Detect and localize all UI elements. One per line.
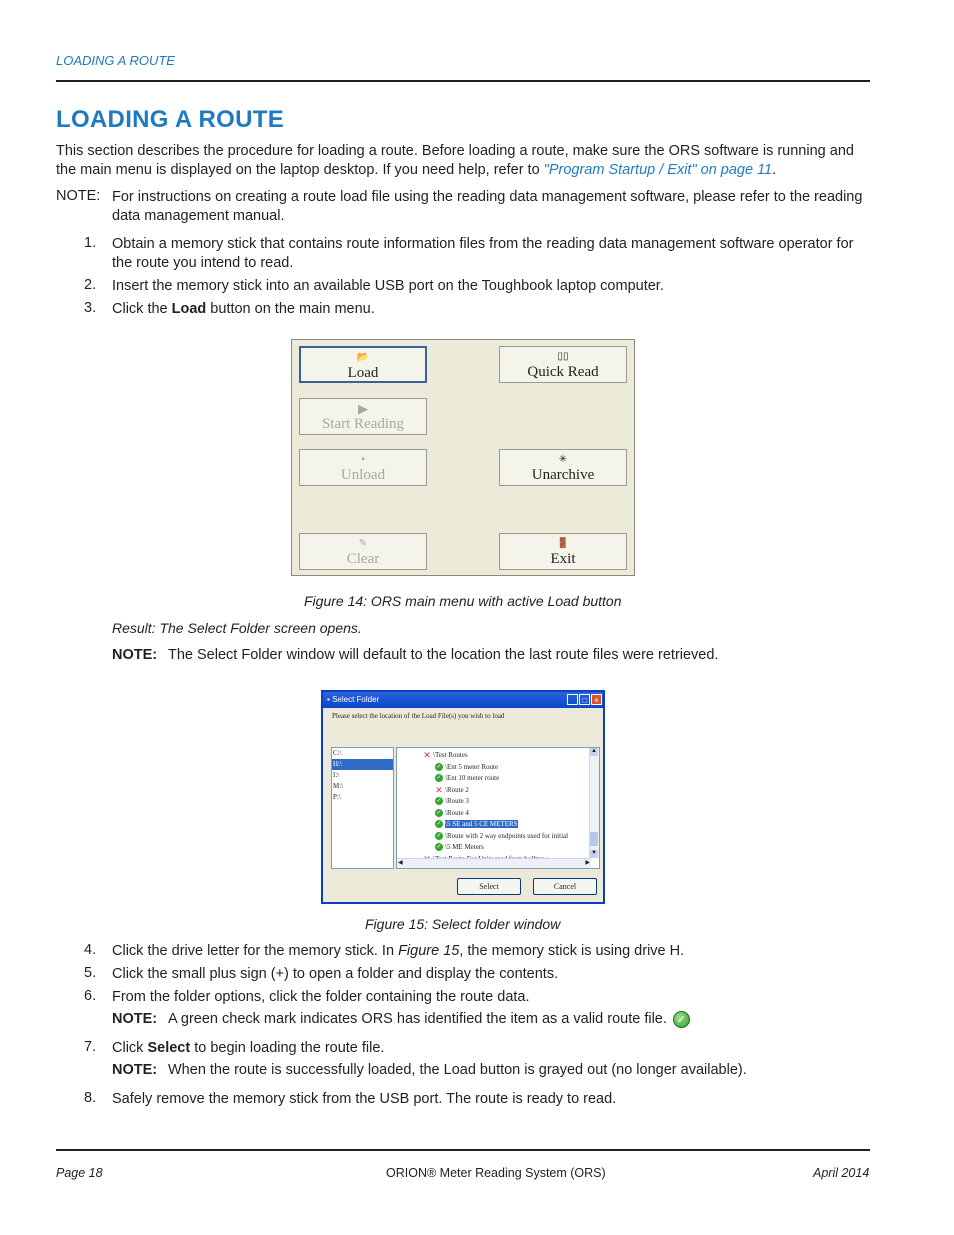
cancel-button[interactable]: Cancel (533, 878, 597, 895)
tree-item-label: \5 ME Meters (445, 843, 484, 851)
maximize-icon[interactable]: □ (579, 694, 590, 705)
drive-item[interactable]: H:\ (332, 759, 393, 770)
scroll-right-icon[interactable]: ▶ (585, 860, 590, 866)
intro-end: . (772, 162, 777, 178)
title-bar (323, 692, 603, 708)
tree-item[interactable] (435, 796, 469, 807)
vertical-scrollbar[interactable] (589, 748, 599, 858)
save-disk-icon: ▪ (361, 454, 365, 465)
scroll-left-icon[interactable]: ◀ (398, 860, 403, 866)
unload-label: Unload (340, 467, 386, 483)
step-text-part: Click the (112, 301, 172, 317)
note-text: For instructions on creating a route load file using the reading data management software, please refer to the reading data management manual. (112, 189, 863, 224)
step-text: Click the small plus sign (+) to open a folder and display the contents. (112, 966, 559, 982)
window-title: Select Folder (332, 695, 380, 704)
open-folder-icon: 📂 (356, 352, 370, 363)
page-number: Page 18 (56, 1166, 103, 1180)
tree-item[interactable] (435, 773, 499, 784)
load-label: Load (347, 365, 379, 381)
valid-check-icon: ✓ (436, 775, 442, 782)
tree-item-label: \Ent 10 meter route (445, 774, 500, 782)
step-number: 5. (84, 965, 97, 981)
green-check-icon: ✓ (673, 1011, 690, 1028)
unarchive-label: Unarchive (531, 467, 595, 483)
step-text (112, 1039, 872, 1058)
footer-date: April 2014 (813, 1166, 870, 1180)
tree-item[interactable] (435, 785, 469, 796)
select-folder-dialog (321, 690, 605, 904)
intro-paragraph (56, 142, 866, 180)
window-icon: ▪ (327, 695, 330, 704)
ors-main-menu (291, 339, 635, 576)
figure-caption: Figure 15: Select folder window (365, 916, 561, 932)
tree-item-label: \Test Routes (433, 751, 468, 759)
tree-item[interactable] (435, 831, 568, 842)
minimize-icon[interactable]: _ (567, 694, 578, 705)
clear-label: Clear (346, 551, 380, 567)
quick-read-label: Quick Read (527, 364, 599, 380)
note-label: NOTE: (112, 647, 158, 663)
clear-button[interactable] (299, 533, 427, 570)
footer-rule (56, 1149, 870, 1151)
note-text: The Select Folder window will default to the location the last route files were retrieved. (168, 647, 719, 663)
valid-check-icon: ✓ (436, 832, 442, 839)
note-text (168, 1011, 690, 1028)
start-reading-button[interactable] (299, 398, 427, 435)
step-number: 2. (84, 277, 97, 293)
tree-item-label: \Route with 2 way endpoints used for initial (445, 831, 569, 840)
tree-item[interactable] (435, 808, 469, 819)
quick-read-icon: ▯▯ (557, 351, 569, 362)
exit-button[interactable] (499, 533, 627, 570)
step-number: 1. (84, 235, 97, 251)
tree-item-label: \5 SE and 5 CE METERS (445, 820, 518, 828)
header-rule (56, 80, 870, 82)
drive-item[interactable]: I:\ (333, 771, 340, 779)
step-number: 8. (84, 1090, 97, 1106)
step-text: From the folder options, click the folder containing the route data. (112, 989, 530, 1005)
program-startup-link[interactable]: "Program Startup / Exit" on page 11 (543, 162, 773, 178)
valid-check-icon: ✓ (436, 844, 442, 851)
load-button[interactable] (299, 346, 427, 383)
step-text-part: button on the main menu. (206, 301, 375, 317)
scroll-down-icon[interactable]: ▼ (591, 850, 597, 856)
valid-check-icon: ✓ (436, 821, 442, 828)
horizontal-scrollbar[interactable] (397, 858, 591, 868)
close-icon[interactable]: × (591, 694, 602, 705)
figure-caption: Figure 14: ORS main menu with active Load button (304, 593, 622, 609)
tree-item-label: \Route 2 (445, 785, 469, 794)
step-number: 7. (84, 1039, 97, 1055)
step-text-part: Click the drive letter for the memory stick. In (112, 943, 399, 959)
start-reading-label: Start Reading (321, 416, 405, 432)
drive-list[interactable] (331, 747, 394, 869)
step-text-part: , the memory stick is using drive H. (459, 943, 685, 959)
figure-reference: Figure 15 (398, 943, 460, 959)
select-button[interactable]: Select (457, 878, 521, 895)
step-text: Obtain a memory stick that contains route information files from the reading data management software operator for the route you intend to read. (112, 236, 854, 271)
tree-item[interactable] (435, 819, 518, 830)
tree-item[interactable] (435, 762, 498, 773)
valid-check-icon: ✓ (436, 763, 442, 770)
invalid-x-icon: ✕ (423, 750, 431, 761)
result-text: Result: The Select Folder screen opens. (112, 620, 362, 636)
note-label: NOTE: (112, 1062, 158, 1078)
exit-label: Exit (550, 551, 576, 567)
scroll-up-icon[interactable]: ▲ (591, 748, 597, 754)
eraser-icon: ✎ (358, 538, 368, 549)
scroll-thumb[interactable] (590, 832, 598, 846)
note-text-content: A green check mark indicates ORS has identified the item as a valid route file. (168, 1011, 667, 1027)
note-label: NOTE: (112, 1011, 158, 1027)
unarchive-button[interactable] (499, 449, 627, 486)
tree-item[interactable] (423, 750, 468, 761)
step-text-part: Click (112, 1040, 148, 1056)
step-text (112, 942, 872, 961)
valid-check-icon: ✓ (436, 809, 442, 816)
unload-button[interactable] (299, 449, 427, 486)
footer-product: ORION® Meter Reading System (ORS) (386, 1166, 606, 1180)
tree-item-label: \Ent 5 meter Route (445, 762, 499, 771)
folder-tree[interactable] (396, 747, 600, 869)
drive-item[interactable]: C:\ (333, 749, 342, 757)
step-number: 4. (84, 942, 97, 958)
step-text-part: to begin loading the route file. (190, 1040, 385, 1056)
dialog-prompt: Please select the location of the Load File(s) you wish to load (332, 712, 505, 720)
step-bold: Load (171, 301, 207, 317)
tree-item[interactable] (435, 842, 484, 853)
valid-check-icon: ✓ (436, 798, 442, 805)
step-text: Safely remove the memory stick from the USB port. The route is ready to read. (112, 1091, 617, 1107)
step-number: 6. (84, 988, 97, 1004)
note-label: NOTE: (56, 188, 101, 204)
invalid-x-icon: ✕ (435, 784, 443, 795)
note-text: When the route is successfully loaded, the Load button is grayed out (no longer available). (168, 1062, 747, 1078)
unarchive-icon: ✳ (558, 454, 568, 465)
step-number: 3. (84, 300, 97, 316)
running-header: LOADING A ROUTE (56, 53, 175, 68)
step-text: Insert the memory stick into an available USB port on the Toughbook laptop computer. (112, 278, 664, 294)
tree-item-label: \Route 3 (445, 797, 469, 805)
intro-text: This section describes the procedure for loading a route. Before loading a route, make sure the ORS software is running and the main menu is displayed on the laptop desktop. If you need help, refer to (56, 143, 854, 178)
drive-item[interactable]: P:\ (333, 793, 341, 801)
step-bold: Select (147, 1040, 191, 1056)
step-text (112, 300, 872, 319)
page-title: LOADING A ROUTE (56, 106, 285, 133)
tree-item-label: \Route 4 (445, 808, 469, 817)
quick-read-button[interactable] (499, 346, 627, 383)
exit-door-icon: 🚪 (556, 538, 570, 549)
drive-item[interactable]: M:\ (333, 782, 344, 790)
play-icon: ▶ (358, 401, 368, 416)
